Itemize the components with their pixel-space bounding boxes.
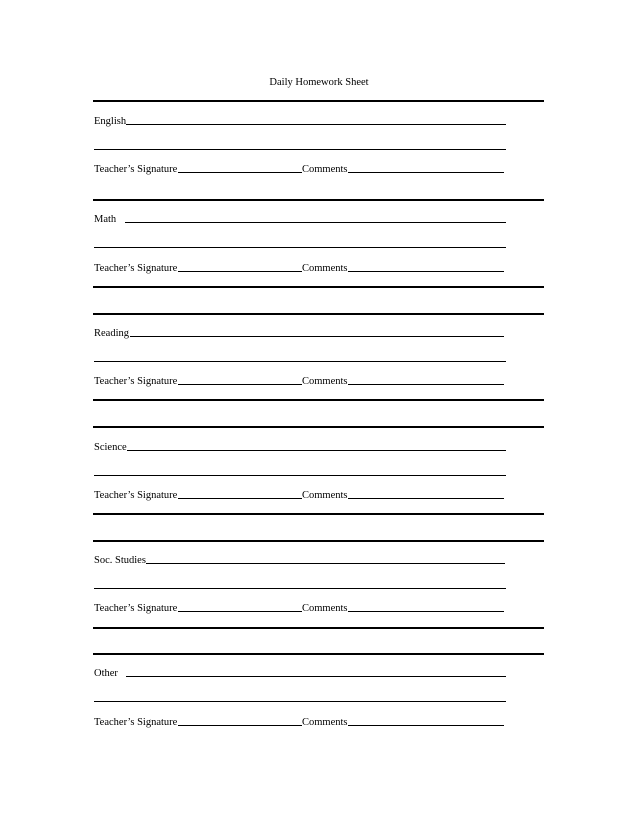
comments-line-social-studies[interactable] xyxy=(348,611,504,612)
subject-entry-line-social-studies[interactable] xyxy=(146,563,505,564)
subject-label-science: Science xyxy=(94,442,127,453)
section-divider xyxy=(93,199,544,201)
teacher-signature-label: Teacher’s Signature xyxy=(94,164,178,175)
comments-line-reading[interactable] xyxy=(348,384,504,385)
section-divider xyxy=(93,399,544,401)
teacher-signature-line-other[interactable] xyxy=(178,725,302,726)
comments-label: Comments xyxy=(302,490,348,501)
section-divider xyxy=(93,313,544,315)
comments-label: Comments xyxy=(302,376,348,387)
teacher-signature-label: Teacher’s Signature xyxy=(94,717,178,728)
comments-label: Comments xyxy=(302,263,348,274)
teacher-signature-line-reading[interactable] xyxy=(178,384,302,385)
teacher-signature-label: Teacher’s Signature xyxy=(94,490,178,501)
assignment-line-reading[interactable] xyxy=(94,361,506,362)
teacher-signature-line-english[interactable] xyxy=(178,172,302,173)
section-divider xyxy=(93,540,544,542)
subject-entry-line-other[interactable] xyxy=(126,676,506,677)
teacher-signature-label: Teacher’s Signature xyxy=(94,263,178,274)
comments-line-science[interactable] xyxy=(348,498,504,499)
page-title: Daily Homework Sheet xyxy=(269,77,369,88)
subject-entry-line-math[interactable] xyxy=(125,222,506,223)
comments-line-other[interactable] xyxy=(348,725,504,726)
teacher-signature-line-math[interactable] xyxy=(178,271,302,272)
assignment-line-social-studies[interactable] xyxy=(94,588,506,589)
section-divider xyxy=(93,653,544,655)
comments-label: Comments xyxy=(302,603,348,614)
comments-line-english[interactable] xyxy=(348,172,504,173)
subject-label-other: Other xyxy=(94,668,118,679)
teacher-signature-label: Teacher’s Signature xyxy=(94,376,178,387)
subject-entry-line-reading[interactable] xyxy=(130,336,504,337)
teacher-signature-line-social-studies[interactable] xyxy=(178,611,302,612)
section-divider xyxy=(93,513,544,515)
assignment-line-math[interactable] xyxy=(94,247,506,248)
subject-entry-line-science[interactable] xyxy=(127,450,506,451)
teacher-signature-line-science[interactable] xyxy=(178,498,302,499)
subject-label-math: Math xyxy=(94,214,117,225)
assignment-line-science[interactable] xyxy=(94,475,506,476)
subject-entry-line-english[interactable] xyxy=(126,124,506,125)
section-divider xyxy=(93,627,544,629)
section-divider xyxy=(93,426,544,428)
assignment-line-other[interactable] xyxy=(94,701,506,702)
subject-label-reading: Reading xyxy=(94,328,129,339)
section-divider xyxy=(93,286,544,288)
subject-label-social-studies: Soc. Studies xyxy=(94,555,146,566)
comments-label: Comments xyxy=(302,717,348,728)
subject-label-english: English xyxy=(94,116,127,127)
teacher-signature-label: Teacher’s Signature xyxy=(94,603,178,614)
comments-line-math[interactable] xyxy=(348,271,504,272)
comments-label: Comments xyxy=(302,164,348,175)
section-divider xyxy=(93,100,544,102)
assignment-line-english[interactable] xyxy=(94,149,506,150)
